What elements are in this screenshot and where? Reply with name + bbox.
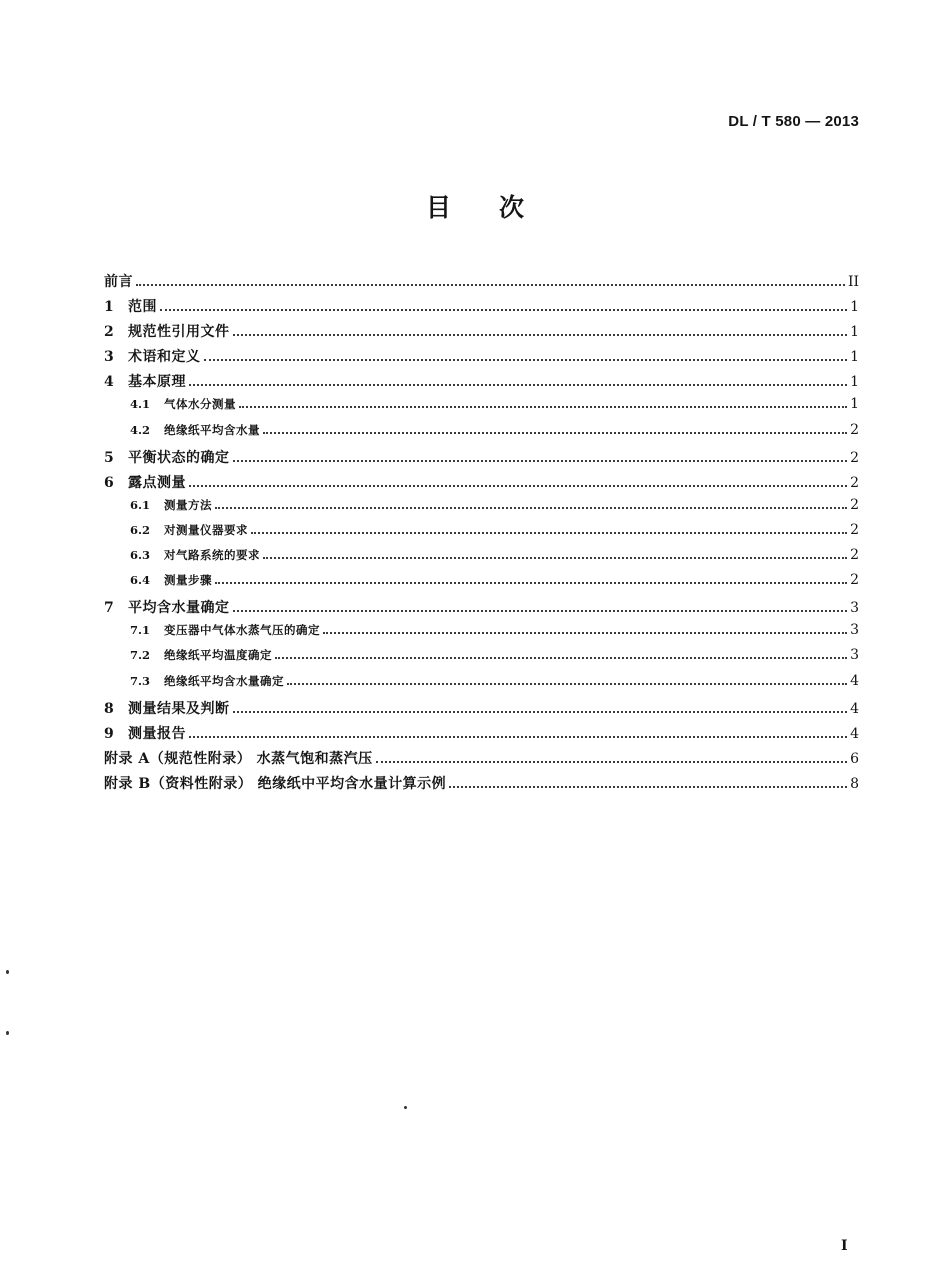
- toc-entry-title: 基本原理: [128, 374, 186, 391]
- toc-entry[interactable]: [104, 748, 859, 773]
- toc-dot-leader: [323, 632, 847, 634]
- toc-entry-page: 6: [850, 750, 859, 767]
- toc-dot-leader: [215, 507, 847, 509]
- toc-entry-page: 1: [850, 299, 859, 316]
- toc-dot-leader: [263, 557, 847, 559]
- toc-entry[interactable]: [104, 346, 859, 371]
- toc-dot-leader: [275, 657, 847, 659]
- toc-dot-leader: [251, 532, 847, 534]
- toc-dot-leader: [233, 460, 848, 462]
- toc-entry-title: 前言: [104, 274, 133, 290]
- toc-dot-leader: [204, 359, 848, 361]
- toc-entry-number: 7.2: [130, 648, 151, 663]
- toc-entry-number: 4.1: [130, 397, 151, 412]
- toc-entry[interactable]: [104, 647, 859, 672]
- toc-entry-title: 绝缘纸平均温度确定: [164, 648, 272, 663]
- toc-entry-title: 附录 A（规范性附录） 水蒸气饱和蒸汽压: [104, 750, 373, 767]
- toc-entry[interactable]: [104, 271, 859, 296]
- toc-dot-leader: [449, 786, 847, 788]
- toc-entry-title: 露点测量: [128, 474, 186, 491]
- toc-entry-number: 2: [104, 324, 114, 341]
- toc-entry-page: 1: [850, 324, 859, 341]
- toc-entry-page: 4: [850, 700, 859, 717]
- toc-entry-page: 4: [850, 672, 859, 689]
- toc-entry[interactable]: [104, 422, 859, 447]
- toc-entry-number: 7.3: [130, 673, 151, 688]
- page-title: 目次: [425, 193, 572, 222]
- toc-entry-title: 变压器中气体水蒸气压的确定: [164, 623, 320, 638]
- toc-dot-leader: [239, 406, 847, 408]
- toc-entry-page: 3: [850, 622, 859, 639]
- toc-entry-page: 2: [850, 474, 859, 491]
- toc-entry[interactable]: [104, 547, 859, 572]
- toc-dot-leader: [233, 334, 848, 336]
- toc-entry-number: 5: [104, 449, 114, 466]
- toc-entry-title: 范围: [128, 299, 157, 316]
- toc-entry[interactable]: [104, 497, 859, 522]
- toc-entry[interactable]: [104, 321, 859, 346]
- toc-entry-number: 6: [104, 474, 114, 491]
- toc-entry-page: 1: [850, 374, 859, 391]
- toc-entry-page: 2: [850, 496, 859, 513]
- toc-entry-number: 4.2: [130, 422, 151, 437]
- scan-speck: [6, 1031, 9, 1035]
- toc-entry[interactable]: [104, 597, 859, 622]
- toc-entry-page: 2: [850, 521, 859, 538]
- toc-entry-number: 7: [104, 600, 114, 617]
- toc-entry[interactable]: [104, 296, 859, 321]
- toc-entry-number: 6.3: [130, 548, 151, 563]
- toc-entry[interactable]: [104, 572, 859, 597]
- toc-entry[interactable]: [104, 522, 859, 547]
- toc-entry[interactable]: [104, 622, 859, 647]
- toc-dot-leader: [376, 761, 847, 763]
- toc-dot-leader: [189, 485, 847, 487]
- toc-entry-title: 平均含水量确定: [128, 600, 230, 617]
- toc-entry-title: 术语和定义: [128, 349, 201, 366]
- toc-dot-leader: [160, 309, 847, 311]
- toc-entry-number: 6.4: [130, 573, 151, 588]
- toc-entry-number: 1: [104, 299, 114, 316]
- scan-speck: [404, 1106, 407, 1109]
- toc-entry[interactable]: [104, 673, 859, 698]
- toc-entry-title: 气体水分测量: [164, 397, 236, 412]
- toc-dot-leader: [136, 284, 845, 286]
- toc-entry-title: 测量结果及判断: [128, 700, 230, 717]
- toc-entry-number: 8: [104, 700, 114, 717]
- toc-entry-title: 测量步骤: [164, 573, 212, 588]
- toc-entry-page: 1: [850, 396, 859, 413]
- toc-entry-page: 2: [850, 449, 859, 466]
- toc-entry-number: 6.1: [130, 497, 151, 512]
- toc-dot-leader: [189, 384, 847, 386]
- toc-entry-number: 3: [104, 349, 114, 366]
- toc-entry[interactable]: [104, 371, 859, 396]
- toc-entry-title: 附录 B（资料性附录） 绝缘纸中平均含水量计算示例: [104, 775, 447, 792]
- toc-entry-page: 2: [850, 572, 859, 589]
- toc-dot-leader: [189, 736, 847, 738]
- toc-dot-leader: [233, 610, 848, 612]
- toc-entry-title: 平衡状态的确定: [128, 449, 230, 466]
- toc-dot-leader: [287, 683, 847, 685]
- table-of-contents: [104, 271, 859, 798]
- toc-entry-page: 8: [850, 775, 859, 792]
- toc-dot-leader: [233, 711, 848, 713]
- toc-entry[interactable]: [104, 447, 859, 472]
- toc-entry-title: 测量报告: [128, 725, 186, 742]
- scan-speck: [6, 970, 9, 974]
- toc-entry-title: 测量方法: [164, 497, 212, 512]
- toc-entry[interactable]: [104, 698, 859, 723]
- toc-entry-page: 2: [850, 421, 859, 438]
- toc-entry-page: 3: [850, 647, 859, 664]
- toc-entry-title: 规范性引用文件: [128, 324, 230, 341]
- toc-entry-title: 绝缘纸平均含水量确定: [164, 673, 284, 688]
- toc-entry[interactable]: [104, 723, 859, 748]
- toc-entry-title: 对测量仪器要求: [164, 522, 248, 537]
- toc-dot-leader: [215, 582, 847, 584]
- standard-code: DL / T 580 — 2013: [728, 113, 859, 130]
- toc-entry-number: 7.1: [130, 623, 151, 638]
- toc-entry-number: 4: [104, 374, 114, 391]
- toc-dot-leader: [263, 432, 847, 434]
- toc-entry-number: 9: [104, 725, 114, 742]
- toc-entry[interactable]: [104, 396, 859, 421]
- toc-entry-page: 1: [850, 349, 859, 366]
- toc-entry-page: 4: [850, 725, 859, 742]
- toc-entry[interactable]: [104, 472, 859, 497]
- toc-entry-number: 6.2: [130, 522, 151, 537]
- toc-entry-page: 2: [850, 547, 859, 564]
- toc-entry-page: 3: [850, 600, 859, 617]
- toc-entry-title: 绝缘纸平均含水量: [164, 422, 260, 437]
- toc-entry[interactable]: [104, 773, 859, 798]
- page-number: I: [841, 1238, 848, 1254]
- toc-entry-page: II: [847, 274, 859, 290]
- toc-entry-title: 对气路系统的要求: [164, 548, 260, 563]
